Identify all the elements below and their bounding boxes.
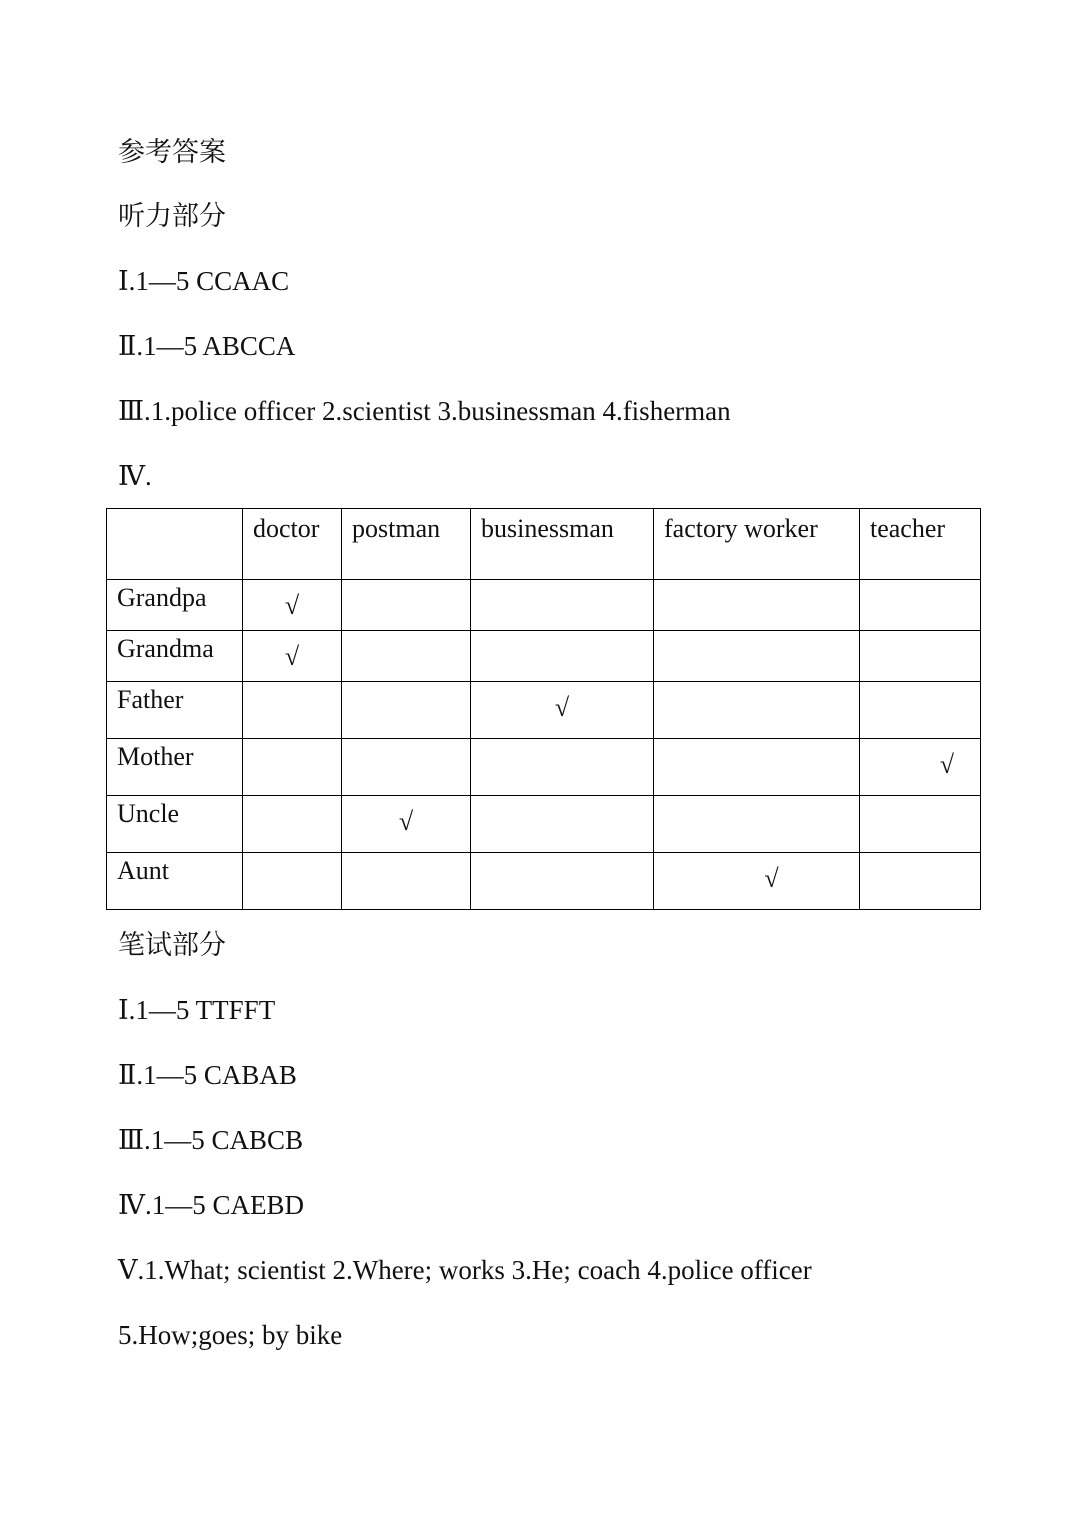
check-mark: √	[764, 864, 779, 893]
table-header-cell: doctor	[243, 509, 342, 580]
table-row	[107, 739, 981, 796]
row-name: Grandma	[107, 631, 243, 682]
check-mark: √	[284, 642, 300, 671]
listening-heading: 听力部分	[118, 201, 226, 231]
writing-heading: 笔试部分	[118, 930, 226, 960]
writing-answer-4: Ⅳ.1—5 CAEBD	[118, 1190, 304, 1220]
table-header-row	[107, 509, 981, 580]
listening-answer-1: Ⅰ.1—5 CCAAC	[118, 266, 290, 296]
table-row	[107, 853, 981, 910]
listening-answer-2: Ⅱ.1—5 ABCCA	[118, 331, 296, 361]
row-name: Uncle	[107, 796, 243, 853]
listening-answer-4-label: Ⅳ.	[118, 461, 152, 491]
table-row	[107, 580, 981, 631]
table-header-cell: businessman	[471, 509, 654, 580]
row-name: Aunt	[107, 853, 243, 910]
occupation-table	[106, 508, 981, 910]
table-header-cell: factory worker	[654, 509, 860, 580]
check-mark: √	[284, 591, 300, 620]
row-name: Father	[107, 682, 243, 739]
writing-answer-1: Ⅰ.1—5 TTFFT	[118, 995, 276, 1025]
check-mark: √	[939, 750, 954, 779]
writing-answer-5: Ⅴ.1.What; scientist 2.Where; works 3.He; coach 4.police officer	[118, 1255, 812, 1285]
writing-answer-3: Ⅲ.1—5 CABCB	[118, 1125, 304, 1155]
writing-answer-5-continued: 5.How;goes; by bike	[118, 1320, 343, 1350]
row-name: Grandpa	[107, 580, 243, 631]
table-row	[107, 631, 981, 682]
page-title: 参考答案	[118, 137, 226, 167]
table-header-cell: postman	[342, 509, 471, 580]
row-name: Mother	[107, 739, 243, 796]
writing-answer-2: Ⅱ.1—5 CABAB	[118, 1060, 297, 1090]
check-mark: √	[398, 807, 414, 836]
check-mark: √	[554, 693, 570, 722]
table-header-cell	[107, 509, 243, 580]
table-header-cell: teacher	[860, 509, 981, 580]
table-row	[107, 682, 981, 739]
table-row	[107, 796, 981, 853]
listening-answer-3: Ⅲ.1.police officer 2.scientist 3.businessman 4.fisherman	[118, 396, 731, 426]
